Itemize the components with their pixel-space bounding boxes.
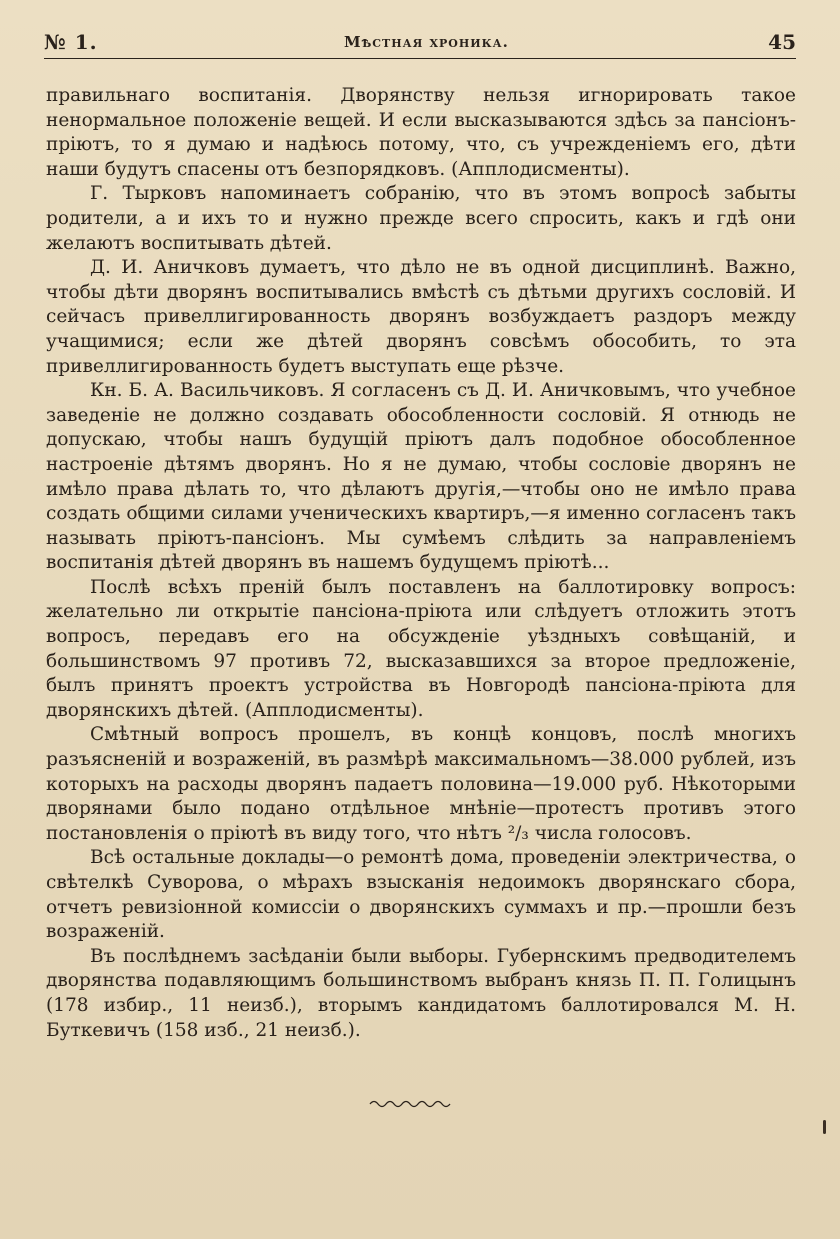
paragraph-vasilchikov: Кн. Б. А. Васильчиковъ. Я согласенъ съ Д. И. Аничковымъ, что учебное заведеніе не должно создавать обособленности сословій. Я отнюдь не допускаю, чтобы нашъ будущій пріютъ далъ подобное обособленное настроеніе дѣтямъ дворянъ. Но я не думаю, чтобы сословіе дворянъ не имѣло права дѣлать то, что дѣлаютъ другія,—чтобы оно не имѣло права создать общими силами ученическихъ квартиръ,—я именно согласенъ такъ называть пріютъ-пансіонъ. Мы сумѣемъ слѣдить за направленіемъ воспитанія дѣтей дворянъ въ нашемъ будущемъ пріютѣ... — [46, 380, 796, 574]
header-rule — [44, 58, 796, 59]
running-header — [44, 30, 796, 60]
section-title: Мѣстная хроника. — [344, 33, 509, 51]
paragraph-continuation: правильнаго воспитанія. Дворянству нельзя игнорировать такое ненормальное положеніе вещей. И если высказываются здѣсь за пансіонъ-пріютъ, то я думаю и надѣюсь потому, что, съ учрежденіемъ его, дѣти наши будутъ спасены отъ безпорядковъ. (Апплодисменты). — [46, 85, 796, 180]
paragraph-elections: Въ послѣднемъ засѣданіи были выборы. Губернскимъ предводителемъ дворянства подавляющимъ большинствомъ выбранъ князь П. П. Голицынъ (178 избир., 11 неизб.), вторымъ кандидатомъ баллотировался М. Н. Буткевичъ (158 изб., 21 неизб.). — [46, 945, 796, 1041]
margin-mark — [823, 1120, 826, 1134]
paragraph-tyrkov: Г. Тырковъ напоминаетъ собранію, что въ этомъ вопросѣ забыты родители, а и ихъ то и нужно прежде всего спросить, какъ и гдѣ они желаютъ воспитывать дѣтей. — [46, 183, 796, 254]
paragraph-vote: Послѣ всѣхъ преній былъ поставленъ на баллотировку вопросъ: желательно ли открытіе пансіона-пріюта или слѣдуетъ отложить этотъ вопросъ, передавъ его на обсужденіе уѣздныхъ совѣщаній, и большинствомъ 97 противъ 72, высказавшихся за второе предложеніе, былъ принятъ проектъ устройства въ Новгородѣ пансіона-пріюта для дворянскихъ дѣтей. (Апплодисменты). — [46, 576, 796, 721]
page-number: 45 — [768, 30, 796, 54]
section-end-ornament — [368, 1098, 452, 1110]
paragraph-other-reports: Всѣ остальные доклады—о ремонтѣ дома, проведеніи электричества, о свѣтелкѣ Суворова, о мѣрахъ взысканія недоимокъ дворянскаго сбора, отчетъ ревизіонной комиссіи о дворянскихъ суммахъ и пр.—прошли безъ возраженій. — [46, 847, 796, 943]
paragraph-budget: Смѣтный вопросъ прошелъ, въ концѣ концовъ, послѣ многихъ разъясненій и возраженій, въ размѣрѣ максимальномъ—38.000 рублей, изъ которыхъ на расходы дворянъ падаетъ половина—19.000 руб. Нѣкоторыми дворянами было подано отдѣльное мнѣніе—протестъ противъ этого постановленія о пріютѣ въ виду того, что нѣтъ ²/₃ числа голосовъ. — [46, 724, 796, 844]
paragraph-anichkov: Д. И. Аничковъ думаетъ, что дѣло не въ одной дисциплинѣ. Важно, чтобы дѣти дворянъ воспитывались вмѣстѣ съ дѣтьми другихъ сословій. И сейчасъ привеллигированность дворянъ возбуждаетъ раздоръ между учащимися; если же дѣтей дворянъ совсѣмъ обособить, то эта привеллигированность будетъ выступать еще рѣзче. — [46, 257, 796, 377]
issue-number: № 1. — [44, 30, 98, 54]
article-body — [46, 84, 796, 1043]
